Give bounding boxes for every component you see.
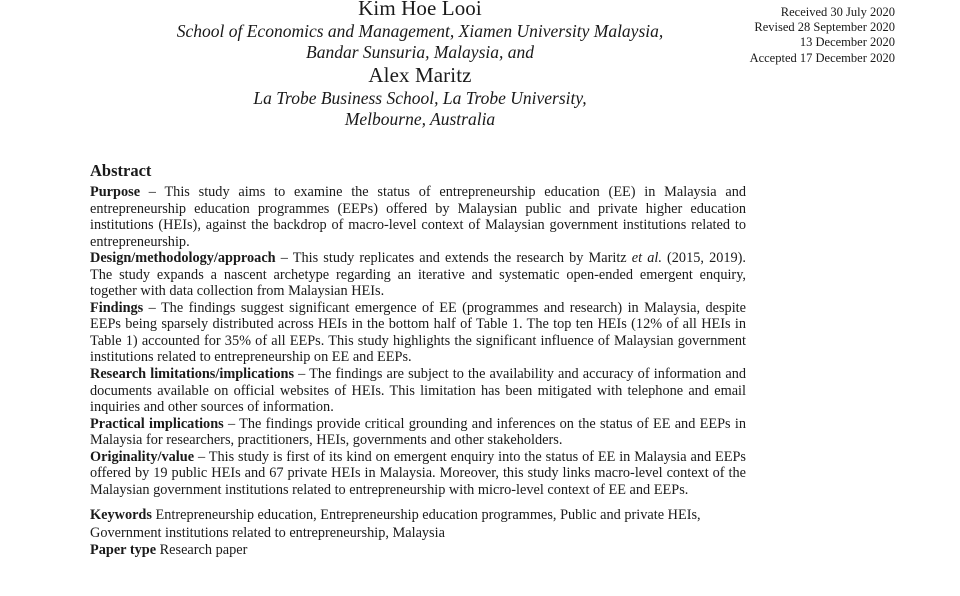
affiliation-line: Bandar Sunsuria, Malaysia, and — [306, 42, 534, 62]
abstract-text-originality: This study is first of its kind on emergent enquiry into the status of EE in Malaysia and EEPs offered by 19 public HEIs and 67 private HEIs in Malaysia. Moreover, this study links macro-level context of the Malaysian government institutions related to entrepreneurship with micro-level context of EE and EEPs. — [90, 448, 746, 498]
abstract-text-purpose: This study aims to examine the status of entrepreneurship education (EE) in Malaysia and entrepreneurship education programmes (EEPs) offered by Malaysian public and private higher education institutions (HEIs), against the backdrop of macro-level context of Malaysian government institutions related to entrepreneurship. — [90, 184, 746, 250]
abstract-findings — [90, 300, 746, 366]
abstract-dash: – — [143, 299, 161, 316]
author-name-1: Kim Hoe Looi — [358, 0, 482, 20]
citation-et-al: et al. — [631, 250, 662, 267]
abstract-label-purpose: Purpose — [90, 184, 141, 200]
abstract-label-practical-implications: Practical implications — [90, 415, 224, 432]
author-block — [150, 0, 690, 130]
abstract-dash: – — [140, 184, 165, 200]
abstract-text-research-limitations: The findings are subject to the availability and accuracy of information and documents available on official websites of HEIs. This limitation has been mitigated with telephone and email inquiries and other sources of information. — [90, 366, 746, 416]
abstract-dash: – — [275, 250, 293, 267]
date-revised: Revised 28 September 2020 — [754, 20, 895, 35]
keywords-block — [90, 507, 746, 559]
author-name-2: Alex Maritz — [368, 63, 472, 87]
abstract-label-design: Design/methodology/approach — [90, 250, 276, 267]
keywords-line — [90, 507, 746, 541]
affiliation-line: School of Economics and Management, Xiamen University Malaysia, — [176, 21, 664, 41]
article-header — [0, 0, 960, 148]
abstract-label-findings: Findings — [90, 299, 144, 316]
abstract-text-findings: The findings suggest significant emergence of EE (programmes and research) in Malaysia, despite EEPs being sparsely distributed across HEIs in the bottom half of Table 1. The top ten HEIs (12% of all HEIs in Table 1) accounted for 35% of all EEPs. This study highlights the significant influence of Malaysian government institutions related to entrepreneurship on EE and EEPs. — [90, 299, 746, 366]
abstract-purpose — [90, 184, 746, 250]
abstract-heading: Abstract — [90, 161, 152, 180]
author-affiliation-2 — [150, 88, 690, 130]
affiliation-line: Melbourne, Australia — [344, 109, 496, 129]
abstract-section — [90, 161, 746, 559]
paper-type-value: Research paper — [156, 541, 248, 558]
affiliation-line: La Trobe Business School, La Trobe University, — [253, 88, 587, 108]
paper-type-line — [90, 542, 746, 559]
paper-type-label: Paper type — [90, 541, 157, 558]
date-accepted: Accepted 17 December 2020 — [749, 50, 895, 65]
date-revised-second: 13 December 2020 — [799, 35, 895, 50]
abstract-design — [90, 250, 746, 300]
abstract-dash: – — [223, 415, 240, 432]
abstract-label-originality: Originality/value — [90, 448, 195, 465]
keywords-label: Keywords — [90, 507, 152, 524]
abstract-text-design-pre: This study replicates and extends the research by Maritz — [292, 250, 632, 267]
abstract-practical-implications — [90, 416, 746, 449]
publication-dates — [750, 5, 895, 66]
abstract-dash: – — [294, 366, 310, 383]
abstract-label-research-limitations: Research limitations/implications — [90, 366, 295, 383]
abstract-originality — [90, 449, 746, 499]
abstract-text-design-post: (2015, 2019). The study expands a nascent archetype regarding an iterative and systematic open-ended emergent enquiry, together with data collection from Malaysian HEIs. — [90, 250, 746, 300]
author-affiliation-1 — [150, 21, 690, 63]
keywords-value: Entrepreneurship education, Entrepreneurship education programmes, Public and private HEIs, Government institutions related to entrepreneurship, Malaysia — [90, 507, 701, 541]
abstract-dash: – — [194, 448, 209, 465]
abstract-text-practical-implications: The findings provide critical grounding and inferences on the status of EE and EEPs in Malaysia for researchers, practitioners, HEIs, governments and other stakeholders. — [90, 415, 746, 449]
date-received: Received 30 July 2020 — [780, 5, 895, 19]
abstract-research-limitations — [90, 366, 746, 416]
